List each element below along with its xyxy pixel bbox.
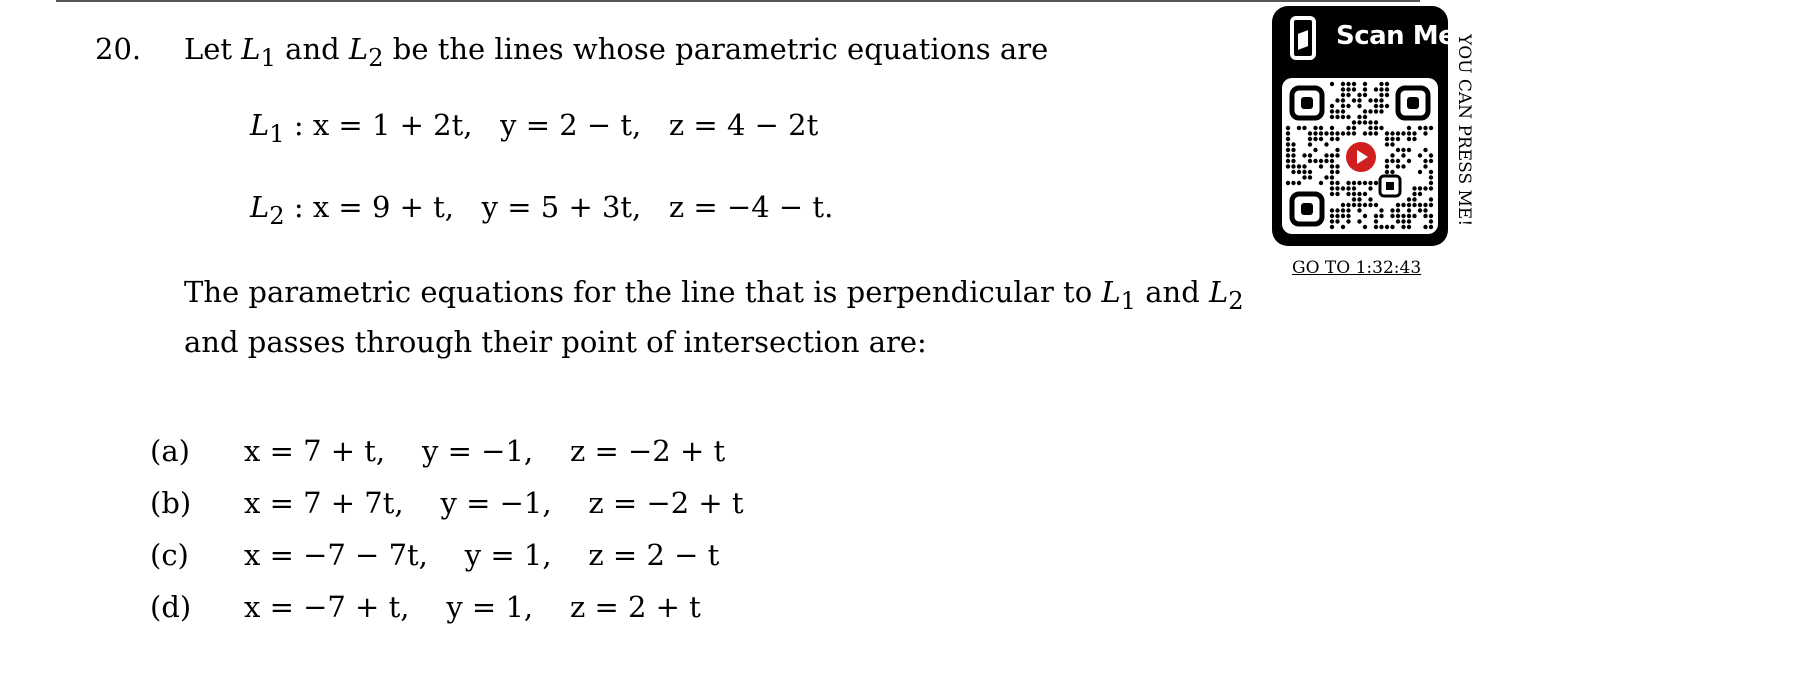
question-number: 20. (95, 32, 142, 66)
option-d-text: x = −7 + t, y = 1, z = 2 + t (244, 590, 701, 624)
equation-l1-body: : x = 1 + 2t, y = 2 − t, z = 4 − 2t (284, 108, 819, 142)
option-a (150, 434, 725, 468)
prompt-line-2: and passes through their point of intersection are: (184, 324, 927, 359)
equation-l2 (250, 190, 833, 230)
prompt-l1: L (1101, 275, 1121, 309)
phone-icon (1290, 16, 1316, 60)
option-a-label: (a) (150, 434, 190, 468)
option-a-text: x = 7 + t, y = −1, z = −2 + t (244, 434, 726, 468)
stem-text-3: be the lines whose parametric equations are (383, 32, 1049, 66)
prompt-l2: L (1208, 275, 1229, 309)
press-me-text: YOU CAN PRESS ME! (1454, 34, 1474, 227)
option-c-text: x = −7 − 7t, y = 1, z = 2 − t (244, 538, 720, 572)
question-stem (184, 32, 1048, 72)
qr-scan-card[interactable] (1272, 6, 1456, 246)
youtube-play-icon (1346, 142, 1376, 172)
equation-l2-name: L (250, 190, 270, 224)
equation-l2-body: : x = 9 + t, y = 5 + 3t, z = −4 − t. (284, 190, 834, 224)
stem-text-1: Let (184, 32, 242, 66)
stem-text-2: and (275, 32, 349, 66)
stem-l1: L (241, 32, 261, 66)
stem-l1-sub: 1 (260, 43, 276, 72)
option-b-label: (b) (150, 486, 192, 520)
option-b-text: x = 7 + 7t, y = −1, z = −2 + t (244, 486, 744, 520)
equation-l1-sub: 1 (269, 119, 285, 148)
top-rule (56, 0, 1420, 2)
scan-me-label: Scan Me (1336, 21, 1456, 51)
option-d-label: (d) (150, 590, 192, 624)
stem-l2: L (348, 32, 369, 66)
prompt-line-1-pre: The parametric equations for the line that is perpendicular to (184, 275, 1102, 309)
equation-l2-sub: 2 (269, 201, 285, 230)
prompt-l1-sub: 1 (1120, 286, 1137, 315)
option-c (150, 538, 719, 572)
question-prompt (184, 272, 1244, 363)
option-b (150, 486, 744, 520)
prompt-l2-sub: 2 (1228, 286, 1244, 315)
qr-header (1272, 6, 1456, 68)
prompt-line-1-mid: and (1136, 275, 1209, 309)
option-d (150, 590, 701, 624)
option-c-label: (c) (150, 538, 189, 572)
equation-l1-name: L (250, 108, 270, 142)
goto-timestamp-link[interactable]: GO TO 1:32:43 (1292, 258, 1422, 278)
equation-l1 (250, 108, 818, 148)
qr-code-icon[interactable] (1282, 78, 1438, 234)
prompt-line-1 (184, 272, 1244, 322)
stem-l2-sub: 2 (368, 43, 384, 72)
